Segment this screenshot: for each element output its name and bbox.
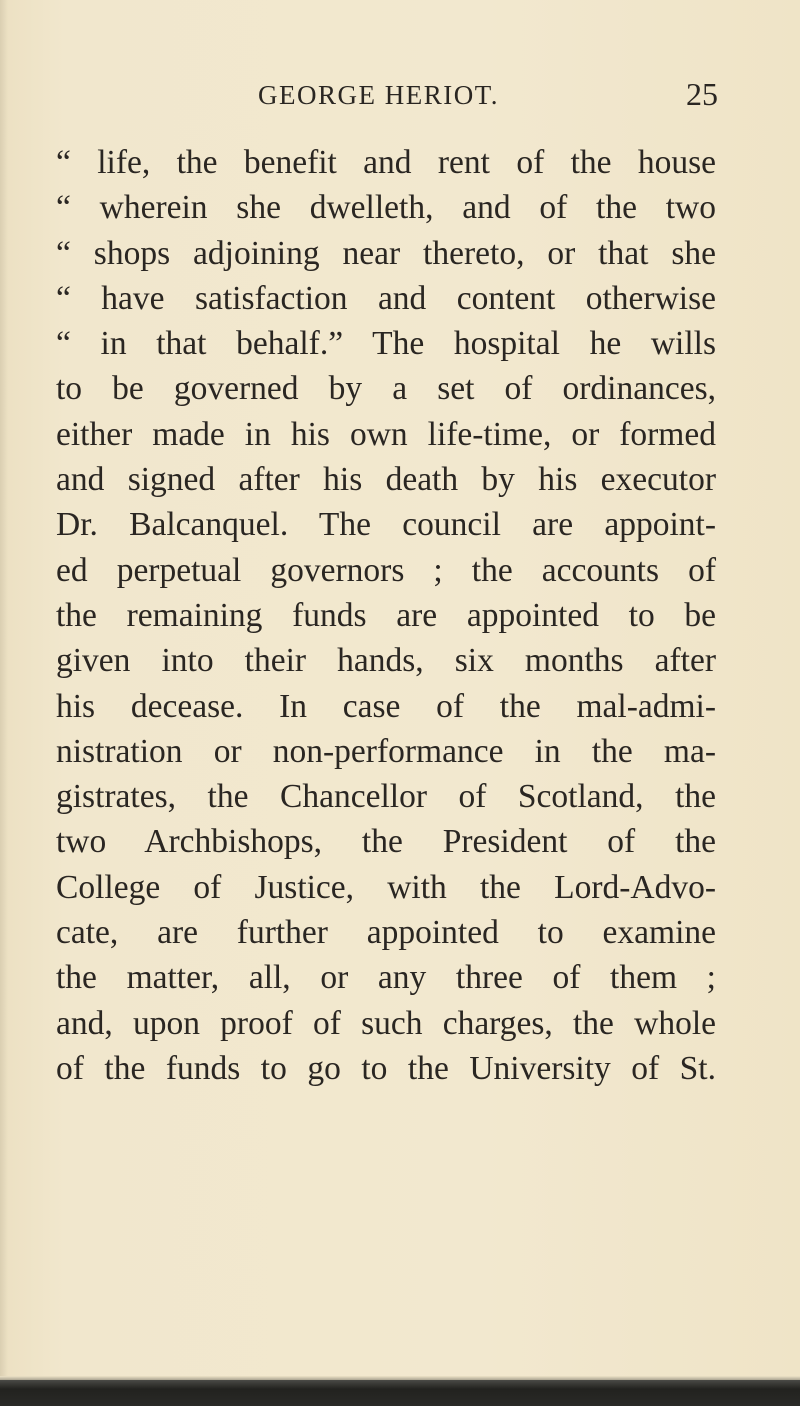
text-line: nistration or non-performance in the ma- bbox=[56, 732, 716, 770]
text-line: gistrates, the Chancellor of Scotland, the bbox=[56, 778, 716, 816]
text-line: “ wherein she dwelleth, and of the two bbox=[56, 189, 716, 227]
text-line: to be governed by a set of ordinances, bbox=[56, 370, 716, 408]
text-line: of the funds to go to the University of St. bbox=[56, 1049, 716, 1087]
binding-shadow bbox=[0, 0, 8, 1406]
text-line: his decease. In case of the mal-admi- bbox=[56, 687, 716, 725]
text-line: “ have satisfaction and content otherwise bbox=[56, 279, 716, 317]
text-line: the remaining funds are appointed to be bbox=[56, 596, 716, 634]
text-line: “ shops adjoining near thereto, or that she bbox=[56, 234, 716, 272]
text-line: Dr. Balcanquel. The council are appoint- bbox=[56, 506, 716, 544]
text-line: cate, are further appointed to examine bbox=[56, 914, 716, 952]
text-line: given into their hands, six months after bbox=[56, 642, 716, 680]
book-cover-edge bbox=[0, 1380, 800, 1406]
page-header bbox=[258, 76, 718, 116]
text-line: “ in that behalf.” The hospital he wills bbox=[56, 325, 716, 363]
text-line: ed perpetual governors ; the accounts of bbox=[56, 551, 716, 589]
running-title: GEORGE HERIOT. bbox=[258, 80, 499, 110]
body-text bbox=[56, 140, 716, 1091]
text-line: the matter, all, or any three of them ; bbox=[56, 959, 716, 997]
text-line: either made in his own life-time, or formed bbox=[56, 415, 716, 453]
text-line: and signed after his death by his executor bbox=[56, 461, 716, 499]
page-number: 25 bbox=[686, 76, 718, 112]
text-line: College of Justice, with the Lord-Advo- bbox=[56, 868, 716, 906]
text-line: “ life, the benefit and rent of the house bbox=[56, 144, 716, 181]
text-line: and, upon proof of such charges, the whole bbox=[56, 1004, 716, 1042]
text-line: two Archbishops, the President of the bbox=[56, 823, 716, 861]
